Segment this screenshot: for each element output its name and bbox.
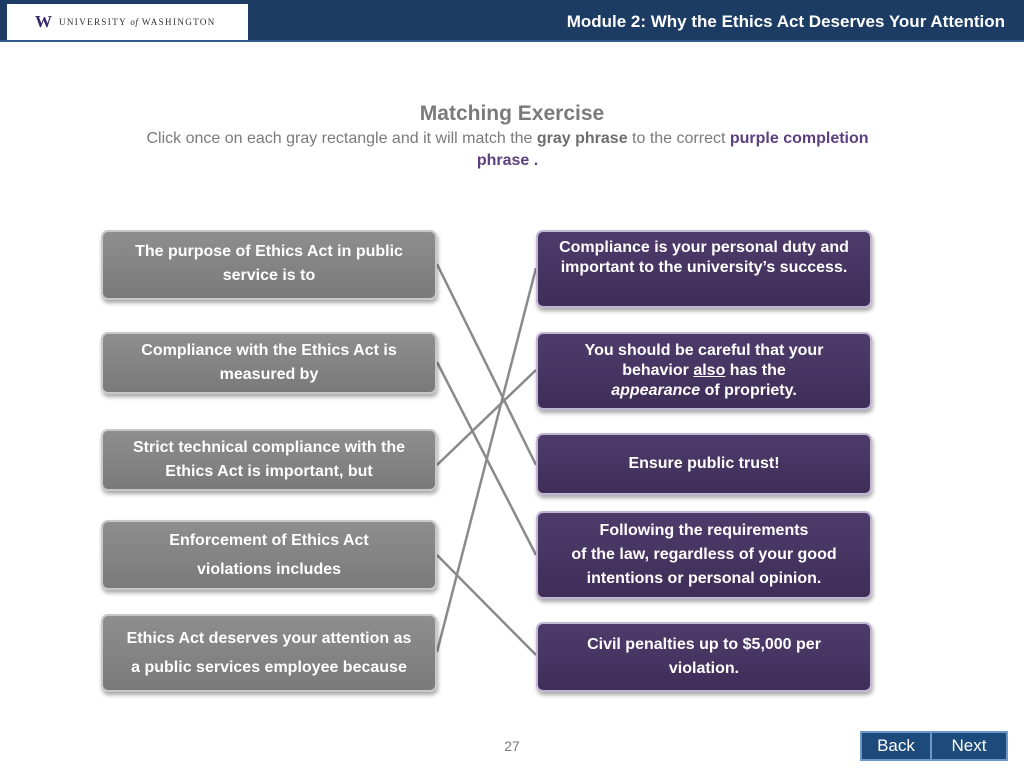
- gray-phrase-5-text: [127, 624, 412, 682]
- purple-completion-2-underlined: also: [693, 362, 726, 379]
- gray-phrase-3-text: Strict technical compliance with the Ethics Act is important, but: [132, 439, 406, 480]
- purple-completion-1: [536, 230, 872, 308]
- gray-phrase-2-text: Compliance with the Ethics Act is measured by: [141, 342, 397, 383]
- back-button[interactable]: Back: [860, 731, 932, 761]
- logo-university: UNIVERSITY: [59, 17, 127, 27]
- logo-of: of: [130, 17, 139, 27]
- instructions-part-2: to the correct: [627, 130, 730, 147]
- instructions-part-1: Click once on each gray rectangle and it will match the: [146, 130, 537, 147]
- purple-completion-2-italic: appearance: [611, 382, 701, 399]
- purple-completion-4-text: [571, 519, 836, 591]
- connector-line-5: [437, 268, 536, 652]
- module-title: Module 2: Why the Ethics Act Deserves Your Attention: [566, 12, 1005, 31]
- logo-washington: WASHINGTON: [141, 17, 216, 27]
- connector-line-1: [437, 264, 536, 465]
- purple-completion-2: [536, 332, 872, 410]
- logo-wordmark: [59, 17, 216, 27]
- purple-completion-4-line-2: of the law, regardless of your good: [571, 546, 837, 563]
- purple-completion-4-line-1: Following the requirements: [599, 522, 809, 539]
- connector-line-2: [437, 362, 536, 555]
- gray-phrase-4-line-2: violations includes: [196, 561, 342, 578]
- instructions-phrase-word: phrase: [476, 152, 530, 169]
- purple-completion-4: [536, 511, 872, 599]
- purple-completion-1-text: Compliance is your personal duty and important to the university’s success.: [559, 239, 849, 276]
- purple-completion-2-part-2: has the: [725, 362, 786, 379]
- connector-line-3: [437, 370, 536, 465]
- gray-phrase-4[interactable]: [101, 520, 437, 590]
- gray-phrase-2[interactable]: [101, 332, 437, 394]
- university-logo: [7, 4, 248, 40]
- connector-line-4: [437, 555, 536, 655]
- purple-completion-2-part-3: of propriety.: [700, 382, 797, 399]
- header-bar: [0, 0, 1024, 42]
- purple-completion-4-line-3: intentions or personal opinion.: [586, 570, 822, 587]
- purple-completion-2-text: [550, 341, 858, 401]
- page-number: 27: [504, 738, 520, 754]
- gray-phrase-1-text: The purpose of Ethics Act in public service is to: [135, 243, 403, 284]
- instructions: [140, 128, 875, 172]
- instructions-end: .: [529, 152, 539, 169]
- instructions-purple-phrase: purple completion: [729, 130, 869, 147]
- gray-phrase-4-text: [169, 526, 368, 584]
- purple-completion-5: [536, 622, 872, 692]
- gray-phrase-5-line-2: a public services employee because: [131, 659, 407, 676]
- next-button[interactable]: Next: [930, 731, 1008, 761]
- instructions-gray-phrase: gray phrase: [536, 130, 628, 147]
- gray-phrase-3[interactable]: [101, 429, 437, 491]
- gray-phrase-5[interactable]: [101, 614, 437, 692]
- gray-phrase-5-line-1: Ethics Act deserves your attention as: [126, 630, 412, 647]
- gray-phrase-1[interactable]: [101, 230, 437, 300]
- logo-w-icon: W: [35, 12, 51, 31]
- purple-completion-2-part-1: You should be careful that your behavior: [584, 342, 824, 379]
- purple-completion-3-text: Ensure public trust!: [628, 455, 780, 472]
- gray-phrase-4-line-1: Enforcement of Ethics Act: [169, 532, 369, 549]
- purple-completion-5-text: Civil penalties up to $5,000 per violation.: [587, 636, 821, 677]
- exercise-title: Matching Exercise: [419, 102, 605, 125]
- purple-completion-3: [536, 433, 872, 495]
